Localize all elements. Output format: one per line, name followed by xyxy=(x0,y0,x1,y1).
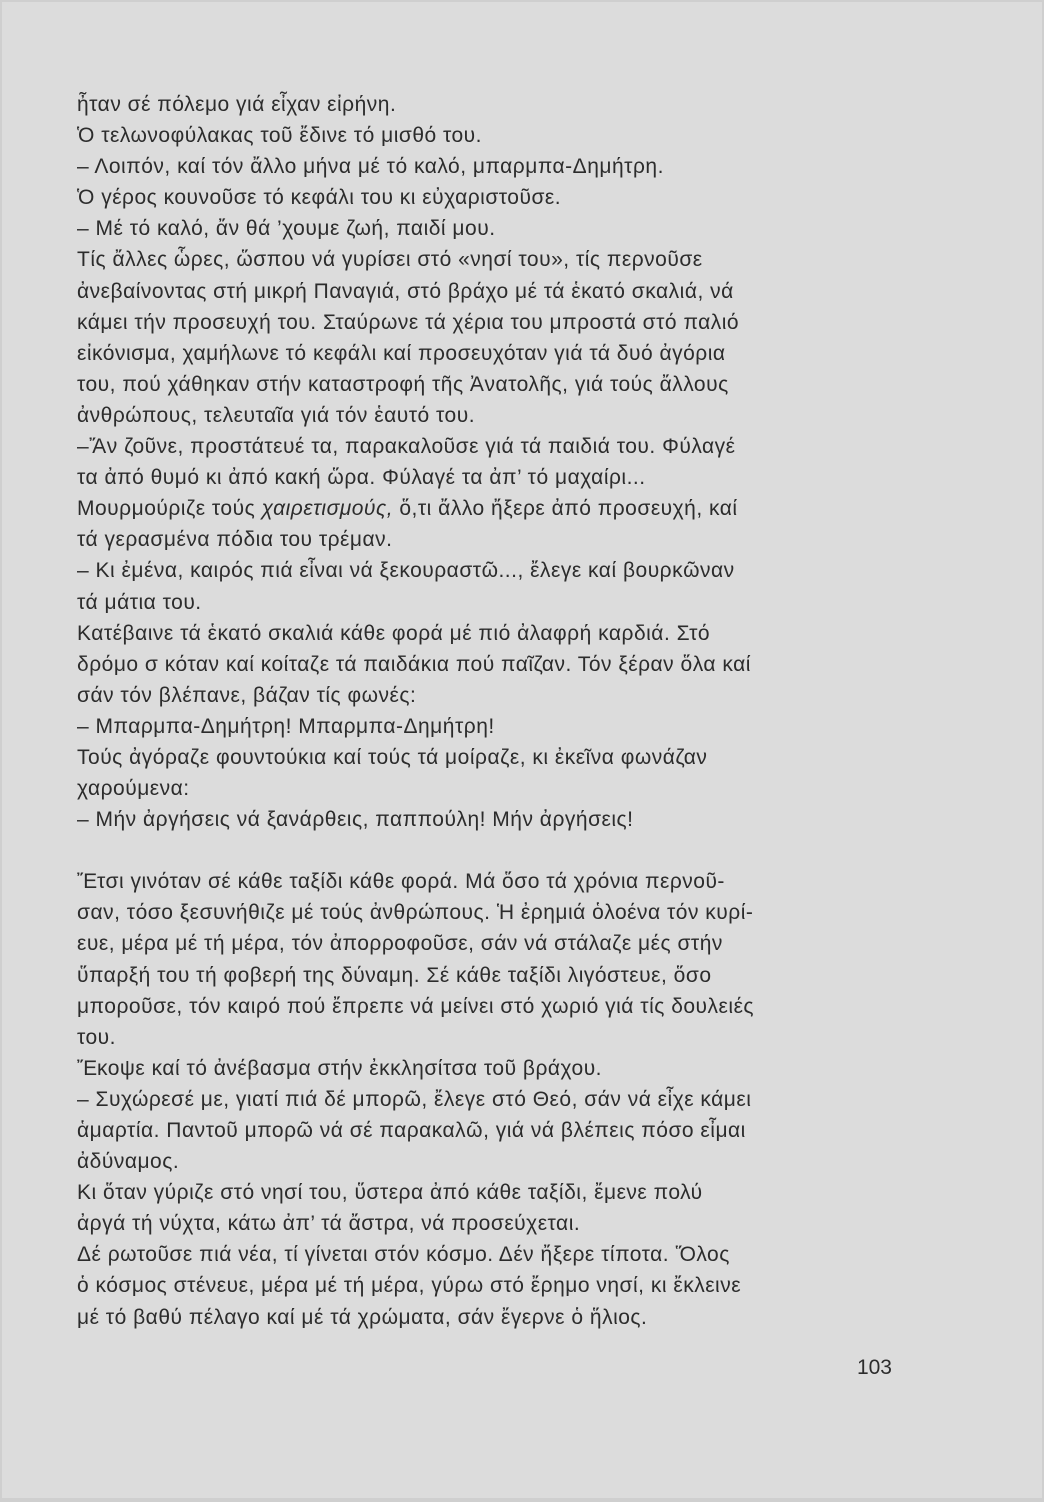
text-line: Κατέβαινε τά ἑκατό σκαλιά κάθε φορά μέ πιό ἀλαφρή καρδιά. Στό xyxy=(77,621,711,645)
text-line: χαρούμενα: xyxy=(77,777,190,801)
text-line: Τούς ἀγόραζε φουντούκια καί τούς τά μοίραζε, κι ἐκεῖνα φωνάζαν xyxy=(77,745,708,769)
book-page xyxy=(2,2,1042,1498)
text-line: εἰκόνισμα, χαμήλωνε τό κεφάλι καί προσευχόταν γιά τά δυό ἀγόρια xyxy=(77,341,726,365)
text-line: σαν, τόσο ξεσυνήθιζε μέ τούς ἀνθρώπους. Ἡ ἐρημιά ὁλοένα τόν κυρί- xyxy=(77,901,754,925)
text-line: ἀργά τή νύχτα, κάτω ἀπ’ τά ἄστρα, νά προσεύχεται. xyxy=(77,1212,581,1236)
text-line: ἀνθρώπους, τελευταῖα γιά τόν ἑαυτό του. xyxy=(77,403,476,427)
text-line: ὁ κόσμος στένευε, μέρα μέ τή μέρα, γύρω στό ἔρημο νησί, κι ἔκλεινε xyxy=(77,1274,742,1298)
text-line: μέ τό βαθύ πέλαγο καί μέ τά χρώματα, σάν ἔγερνε ὁ ἥλιος. xyxy=(77,1305,648,1329)
text-line: ἁμαρτία. Παντοῦ μπορῶ νά σέ παρακαλῶ, γιά νά βλέπεις πόσο εἶμαι xyxy=(77,1119,746,1142)
text-line: – Κι ἐμένα, καιρός πιά εἶναι νά ξεκουραστῶ..., ἔλεγε καί βουρκῶναν xyxy=(77,559,735,583)
text-line: ἀνεβαίνοντας στή μικρή Παναγιά, στό βράχο μέ τά ἑκατό σκαλιά, νά xyxy=(77,279,734,303)
text-line: Δέ ρωτοῦσε πιά νέα, τί γίνεται στόν κόσμο. Δέν ἤξερε τίποτα. Ὅλος xyxy=(77,1243,730,1267)
text-line: δρόμο σ κόταν καί κοίταζε τά παιδάκια πού παῖζαν. Τόν ξέραν ὅλα καί xyxy=(77,652,751,676)
text-span: ὅ,τι ἄλλο ἤξερε ἀπό προσευχή, καί xyxy=(393,497,738,521)
italic-term: χαιρετισμούς, xyxy=(261,497,394,521)
text-line: –Ἄν ζοῦνε, προστάτευέ τα, παρακαλοῦσε γιά τά παιδιά του. Φύλαγέ xyxy=(77,435,736,459)
body-text xyxy=(77,89,897,1333)
text-line: τά γερασμένα πόδια του τρέμαν. xyxy=(77,528,393,552)
text-line: μποροῦσε, τόν καιρό πού ἔπρεπε νά μείνει στό χωριό γιά τίς δουλειές xyxy=(77,994,755,1018)
text-span: Μουρμούριζε τούς xyxy=(77,497,262,521)
text-line: τα ἀπό θυμό κι ἀπό κακή ὥρα. Φύλαγέ τα ἀπ’ τό μαχαίρι... xyxy=(77,466,646,490)
text-line: – Λοιπόν, καί τόν ἄλλο μήνα μέ τό καλό, μπαρμπα-Δημήτρη. xyxy=(77,155,664,179)
text-line: κάμει τήν προσευχή του. Σταύρωνε τά χέρια του μπροστά στό παλιό xyxy=(77,310,740,334)
text-line: ἀδύναμος. xyxy=(77,1150,180,1174)
text-line: ὕπαρξή του τή φοβερή της δύναμη. Σέ κάθε ταξίδι λιγόστευε, ὅσο xyxy=(77,963,712,987)
text-line: Ὁ γέρος κουνοῦσε τό κεφάλι του κι εὐχαριστοῦσε. xyxy=(77,186,562,210)
text-line: Ἔκοψε καί τό ἀνέβασμα στήν ἐκκλησίτσα τοῦ βράχου. xyxy=(77,1056,603,1080)
text-line: σάν τόν βλέπανε, βάζαν τίς φωνές: xyxy=(77,683,417,707)
text-line: Κι ὅταν γύριζε στό νησί του, ὕστερα ἀπό κάθε ταξίδι, ἔμενε πολύ xyxy=(77,1181,703,1205)
text-line: του. xyxy=(77,1025,116,1049)
text-line: Τίς ἄλλες ὧρες, ὥσπου νά γυρίσει στό «νησί του», τίς περνοῦσε xyxy=(77,248,703,272)
section-break xyxy=(77,835,897,866)
text-line: Ἔτσι γινόταν σέ κάθε ταξίδι κάθε φορά. Μά ὅσο τά χρόνια περνοῦ- xyxy=(77,870,725,894)
page-number: 103 xyxy=(856,1356,892,1379)
text-line: – Συχώρεσέ με, γιατί πιά δέ μπορῶ, ἔλεγε στό Θεό, σάν νά εἶχε κάμει xyxy=(77,1087,752,1111)
text-line: του, πού χάθηκαν στήν καταστροφή τῆς Ἀνατολῆς, γιά τούς ἄλλους xyxy=(77,372,729,396)
text-line: τά μάτια του. xyxy=(77,590,202,614)
text-line: ευε, μέρα μέ τή μέρα, τόν ἀπορροφοῦσε, σάν νά στάλαζε μές στήν xyxy=(77,932,723,956)
text-line xyxy=(77,493,897,524)
text-line: – Μέ τό καλό, ἄν θά ’χουμε ζωή, παιδί μου. xyxy=(77,217,496,241)
text-line: – Μπαρμπα-Δημήτρη! Μπαρμπα-Δημήτρη! xyxy=(77,714,495,738)
text-line: Ὁ τελωνοφύλακας τοῦ ἔδινε τό μισθό του. xyxy=(77,124,483,148)
text-line: – Μήν ἀργήσεις νά ξανάρθεις, παππούλη! Μήν ἀργήσεις! xyxy=(77,808,634,832)
text-line: ἦταν σέ πόλεμο γιά εἶχαν εἰρήνη. xyxy=(77,93,397,116)
